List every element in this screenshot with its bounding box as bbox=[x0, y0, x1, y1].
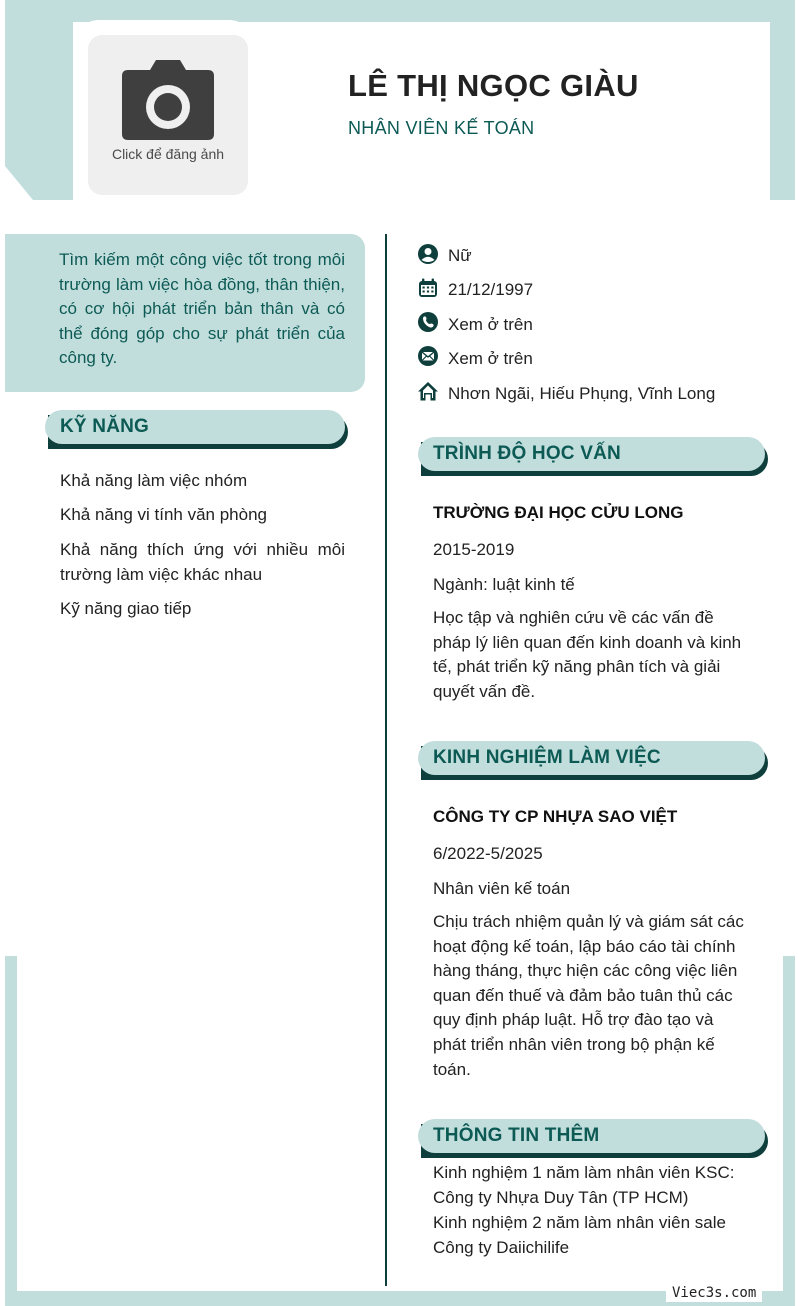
phone-icon bbox=[418, 312, 438, 332]
additional-heading bbox=[418, 1119, 765, 1153]
education-heading bbox=[418, 437, 765, 471]
experience-description: Chịu trách nhiệm quản lý và giám sát các hoạt động kế toán, lập báo cáo tài chính hàng tháng, thực hiện các công việc liên quan đến thuế và đảm bảo tuân thủ các quy định pháp luật. Hỗ trợ đào tạo và phát triển nhân viên trong bộ phận kế toán. bbox=[433, 912, 744, 1079]
phone-value: Xem ở trên bbox=[448, 315, 533, 334]
bottom-frame-right bbox=[783, 956, 795, 1306]
objective-text: Tìm kiếm một công việc tốt trong môi trường làm việc hòa đồng, thân thiện, có cơ hội phát triển bản thân và có thể đóng góp cho sự phát triển của công ty. bbox=[59, 250, 345, 367]
additional-line: Công ty Nhựa Duy Tân (TP HCM) bbox=[433, 1188, 689, 1207]
calendar-icon bbox=[418, 278, 438, 298]
education-heading-label: TRÌNH ĐỘ HỌC VẤN bbox=[433, 443, 621, 464]
school-name: TRƯỜNG ĐẠI HỌC CỬU LONG bbox=[433, 503, 684, 522]
candidate-name: LÊ THỊ NGỌC GIÀU bbox=[348, 68, 639, 103]
home-icon bbox=[418, 381, 438, 401]
skills-heading-label: KỸ NĂNG bbox=[60, 416, 150, 437]
job-title: NHÂN VIÊN KẾ TOÁN bbox=[348, 118, 535, 138]
email-icon bbox=[418, 346, 438, 366]
education-major: Ngành: luật kinh tế bbox=[433, 575, 575, 594]
top-frame-right bbox=[770, 0, 795, 200]
education-period: 2015-2019 bbox=[433, 540, 515, 559]
camera-icon[interactable] bbox=[120, 58, 216, 142]
column-divider bbox=[385, 234, 387, 1286]
company-name: CÔNG TY CP NHỰA SAO VIỆT bbox=[433, 807, 678, 826]
bottom-frame-left bbox=[5, 956, 17, 1306]
experience-position: Nhân viên kế toán bbox=[433, 879, 571, 898]
skills-heading bbox=[45, 410, 345, 444]
additional-line: Kinh nghiệm 2 năm làm nhân viên sale bbox=[433, 1213, 726, 1232]
user-icon bbox=[418, 244, 438, 264]
address-value: Nhơn Ngãi, Hiếu Phụng, Vĩnh Long bbox=[448, 384, 716, 403]
additional-line: Công ty Daiichilife bbox=[433, 1238, 570, 1257]
gender-value: Nữ bbox=[448, 246, 472, 265]
skill-item: Kỹ năng giao tiếp bbox=[60, 599, 192, 618]
experience-period: 6/2022-5/2025 bbox=[433, 844, 543, 863]
photo-caption[interactable]: Click để đăng ảnh bbox=[111, 146, 225, 162]
top-frame-notch bbox=[5, 166, 33, 200]
skill-item: Khả năng vi tính văn phòng bbox=[60, 505, 267, 524]
email-value: Xem ở trên bbox=[448, 349, 533, 368]
top-frame-top bbox=[5, 0, 795, 22]
additional-heading-label: THÔNG TIN THÊM bbox=[433, 1125, 600, 1146]
additional-line: Kinh nghiệm 1 năm làm nhân viên KSC: bbox=[433, 1163, 735, 1182]
skill-item: Khả năng làm việc nhóm bbox=[60, 471, 248, 490]
experience-heading bbox=[418, 741, 765, 775]
footer-brand[interactable]: Viec3s.com bbox=[666, 1284, 762, 1302]
education-description: Học tập và nghiên cứu về các vấn đề pháp lý liên quan đến kinh doanh và kinh tế, phát triển kỹ năng phân tích và giải quyết vấn đề. bbox=[433, 608, 742, 701]
birthday-value: 21/12/1997 bbox=[448, 280, 534, 299]
experience-heading-label: KINH NGHIỆM LÀM VIỆC bbox=[433, 747, 661, 768]
skill-item: Khả năng thích ứng với nhiều môi trường làm việc khác nhau bbox=[60, 540, 345, 584]
